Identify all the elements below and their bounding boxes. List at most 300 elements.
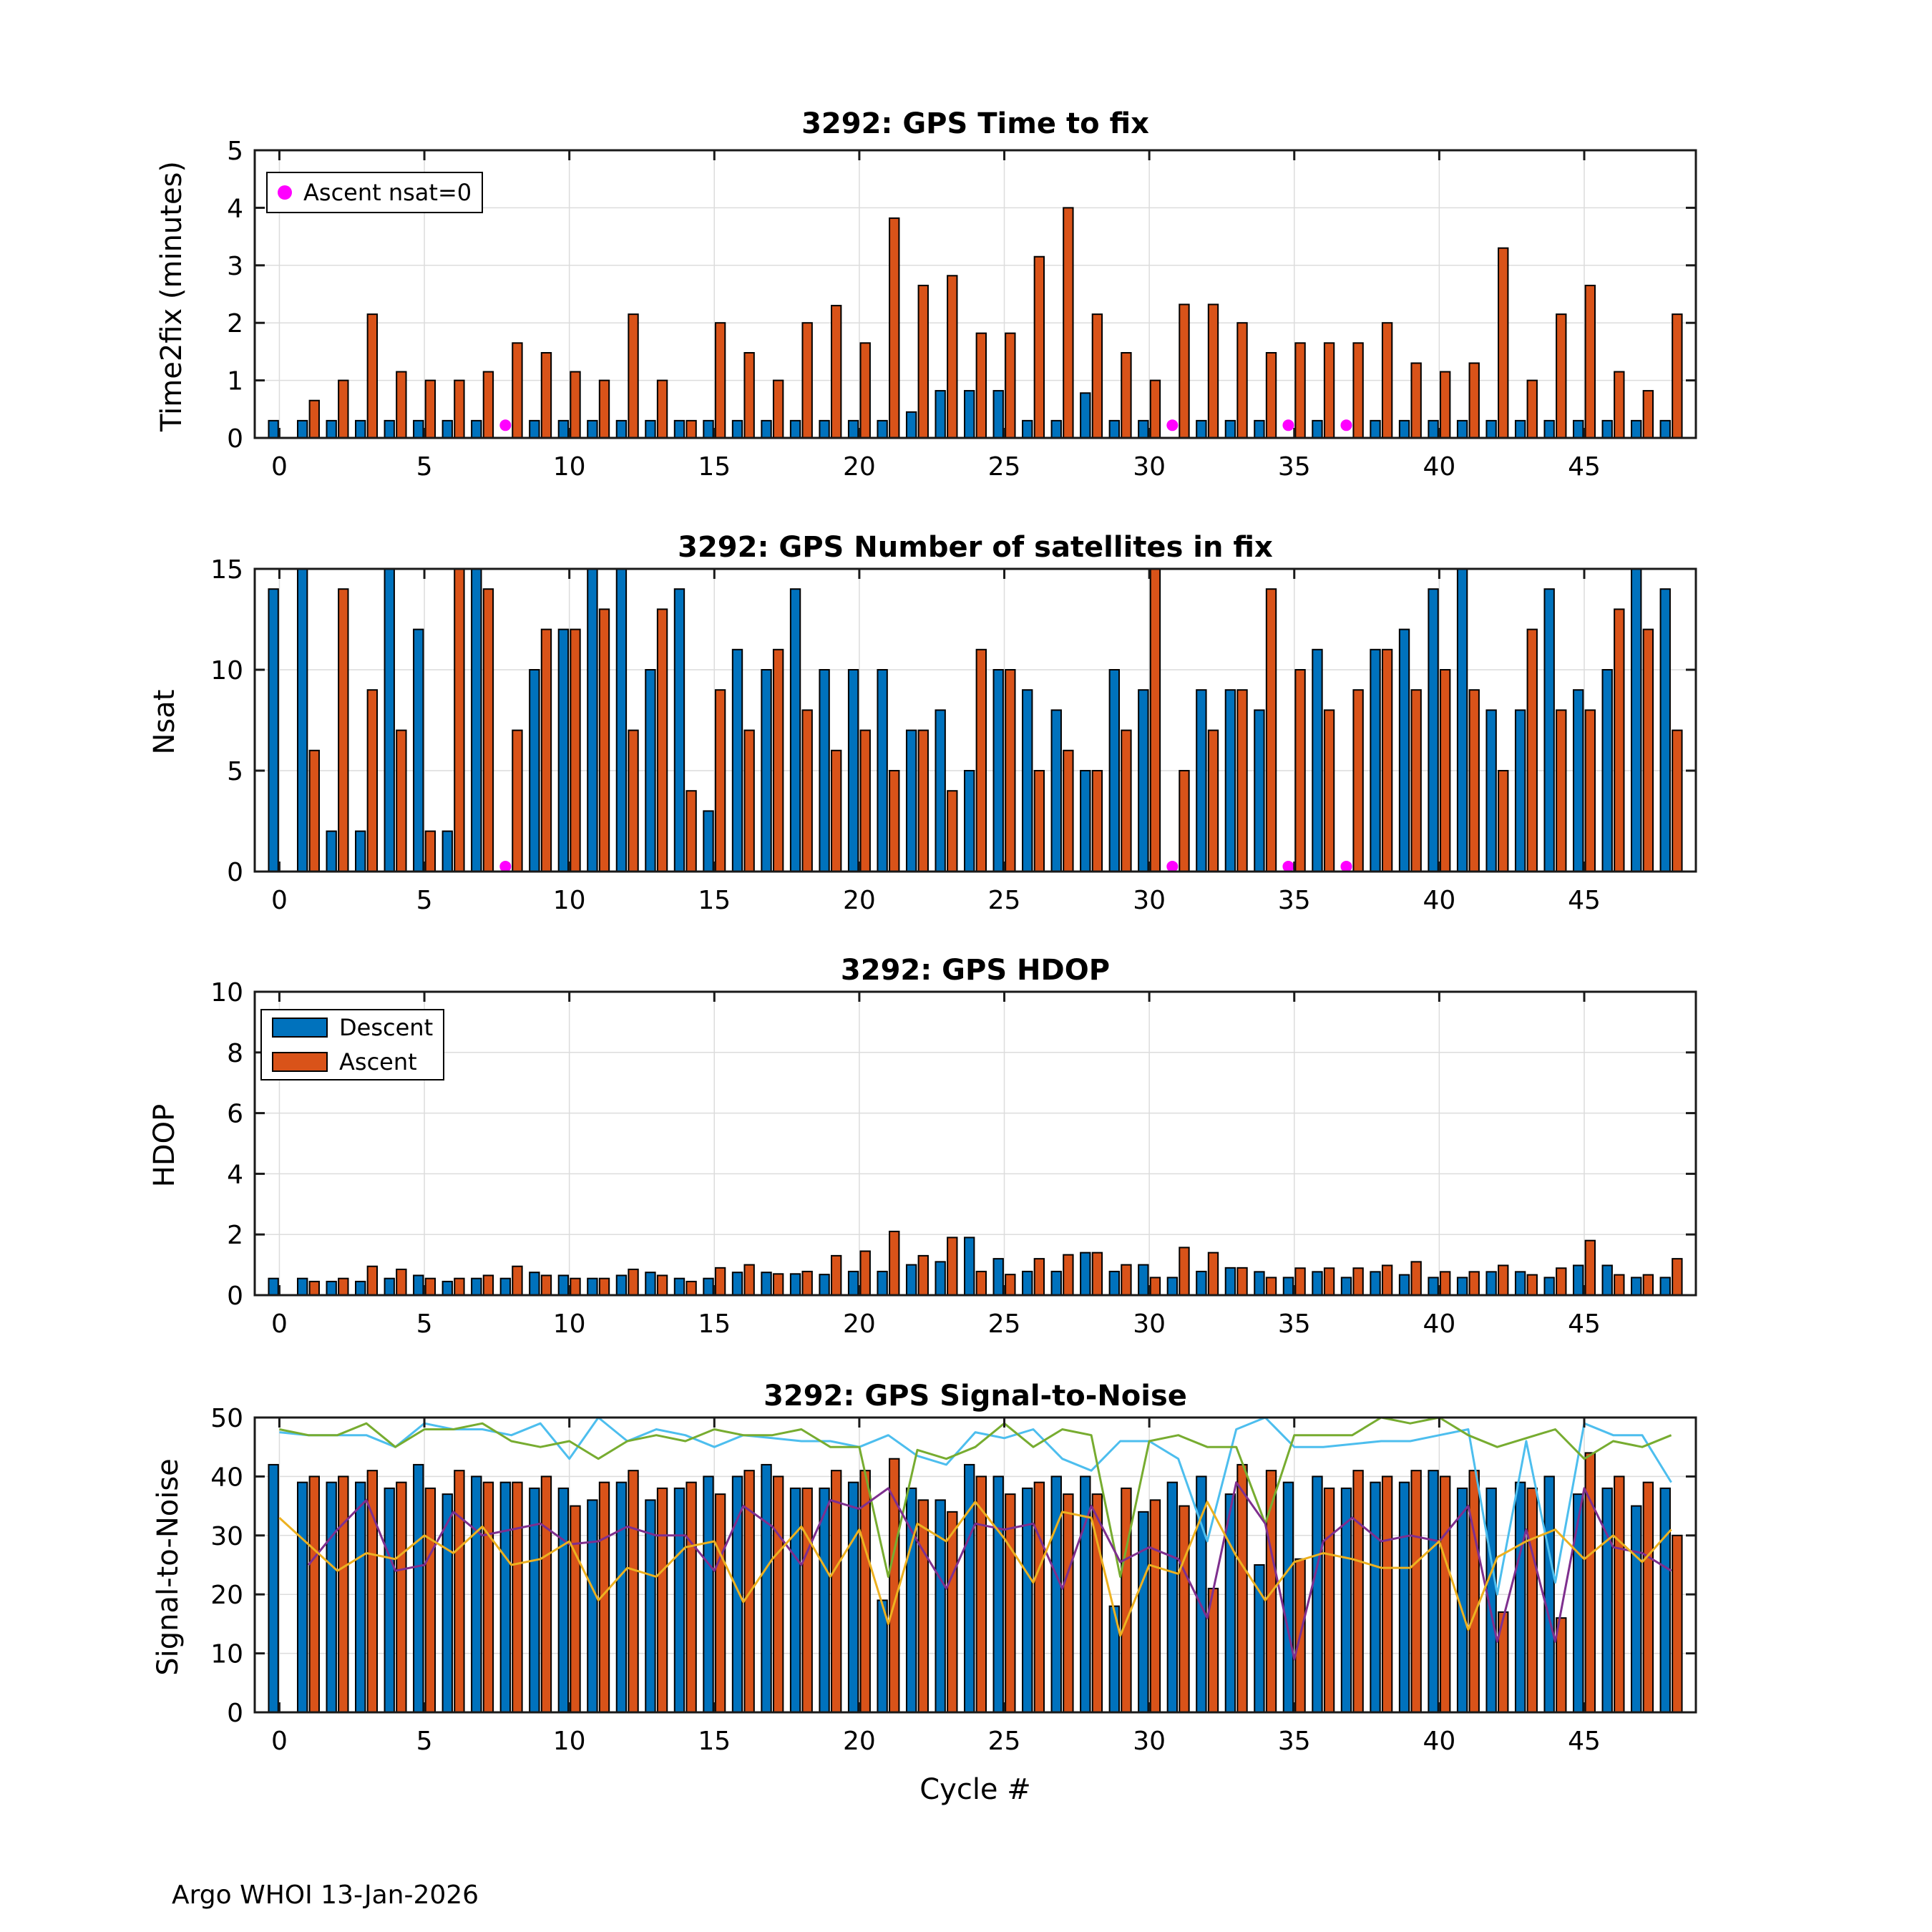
bar-descent-cycle-18: [791, 421, 800, 438]
plot1-title: 3292: GPS Time to fix: [801, 107, 1149, 140]
bar-descent-cycle-47: [1631, 1277, 1641, 1295]
bar-descent-cycle-41: [1458, 1277, 1467, 1295]
bar-ascent-cycle-17: [774, 650, 783, 872]
bar-descent-cycle-48: [1661, 1488, 1670, 1712]
bar-descent-cycle-27: [1052, 1476, 1061, 1712]
y-tick-label: 40: [210, 1463, 243, 1493]
bar-ascent-cycle-5: [426, 1279, 435, 1295]
bar-ascent-cycle-27: [1063, 1255, 1073, 1295]
bar-descent-cycle-11: [587, 421, 597, 438]
bar-ascent-cycle-5: [426, 1488, 435, 1712]
bar-ascent-cycle-16: [744, 1265, 753, 1295]
bar-descent-cycle-44: [1544, 1277, 1553, 1295]
y-tick-label: 0: [227, 424, 243, 454]
bar-descent-cycle-46: [1603, 1265, 1612, 1295]
x-tick-label: 30: [1133, 1309, 1166, 1339]
legend-label-descent: Descent: [339, 1014, 434, 1041]
bar-descent-cycle-4: [385, 1488, 394, 1712]
bar-ascent-cycle-4: [396, 1269, 406, 1295]
bar-descent-cycle-27: [1052, 421, 1061, 438]
bar-descent-cycle-23: [935, 391, 945, 438]
bar-ascent-cycle-9: [542, 1476, 551, 1712]
bar-ascent-cycle-46: [1614, 609, 1624, 872]
bar-descent-cycle-45: [1574, 690, 1583, 872]
x-tick-label: 40: [1423, 1309, 1456, 1339]
plot3-legend: [260, 1009, 444, 1080]
bar-descent-cycle-42: [1486, 1272, 1496, 1295]
y-tick-label: 6: [227, 1099, 243, 1129]
bar-descent-cycle-19: [819, 1274, 829, 1295]
x-tick-label: 25: [987, 452, 1021, 482]
bar-descent-cycle-22: [907, 731, 916, 872]
bar-descent-cycle-22: [907, 412, 916, 438]
bar-descent-cycle-14: [675, 421, 684, 438]
bar-descent-cycle-21: [877, 1272, 887, 1295]
bar-ascent-cycle-35: [1295, 1268, 1304, 1295]
bar-ascent-cycle-12: [628, 1269, 638, 1295]
x-tick-label: 10: [552, 452, 586, 482]
legend-item-ascent-nsat0: [278, 179, 472, 206]
bar-ascent-cycle-14: [686, 1282, 696, 1295]
bar-ascent-cycle-46: [1614, 1476, 1624, 1712]
bar-ascent-cycle-48: [1672, 314, 1682, 438]
x-tick-label: 40: [1423, 452, 1456, 482]
bar-descent-cycle-21: [877, 421, 887, 438]
bar-descent-cycle-38: [1370, 1272, 1380, 1295]
bar-descent-cycle-0: [268, 589, 278, 872]
bar-descent-cycle-25: [994, 670, 1003, 872]
bar-descent-cycle-0: [268, 1465, 278, 1712]
bar-descent-cycle-39: [1400, 1483, 1409, 1712]
bar-descent-cycle-30: [1138, 690, 1148, 872]
bar-ascent-cycle-4: [396, 731, 406, 872]
bar-descent-cycle-46: [1603, 670, 1612, 872]
bar-ascent-cycle-14: [686, 421, 696, 438]
bar-ascent-cycle-41: [1470, 1470, 1479, 1712]
bar-ascent-cycle-20: [861, 731, 870, 872]
bar-ascent-cycle-21: [889, 218, 899, 438]
bar-ascent-cycle-10: [570, 372, 580, 438]
bar-ascent-cycle-46: [1614, 1275, 1624, 1295]
bar-descent-cycle-7: [472, 569, 481, 872]
bar-descent-cycle-34: [1254, 710, 1264, 872]
bar-descent-cycle-48: [1661, 589, 1670, 872]
ascent-swatch-icon: [272, 1052, 328, 1072]
bar-descent-cycle-10: [559, 1275, 568, 1295]
y-tick-label: 10: [210, 978, 243, 1008]
bar-descent-cycle-30: [1138, 1265, 1148, 1295]
bar-ascent-cycle-34: [1267, 589, 1276, 872]
bar-descent-cycle-8: [501, 1279, 510, 1295]
bar-descent-cycle-24: [965, 1237, 974, 1295]
bar-ascent-cycle-7: [484, 1275, 493, 1295]
bar-descent-cycle-23: [935, 710, 945, 872]
bar-descent-cycle-11: [587, 569, 597, 872]
bar-descent-cycle-3: [356, 421, 365, 438]
y-tick-label: 0: [227, 1282, 243, 1311]
bar-descent-cycle-6: [443, 1282, 452, 1295]
bar-ascent-cycle-4: [396, 372, 406, 438]
bar-descent-cycle-5: [414, 1275, 423, 1295]
bar-ascent-cycle-23: [947, 791, 957, 872]
y-tick-label: 10: [210, 656, 243, 686]
x-tick-label: 40: [1423, 1727, 1456, 1756]
bar-ascent-cycle-47: [1644, 1483, 1653, 1712]
bar-descent-cycle-1: [298, 421, 307, 438]
bar-ascent-cycle-42: [1498, 1265, 1508, 1295]
bar-ascent-cycle-6: [454, 381, 464, 438]
bar-descent-cycle-4: [385, 569, 394, 872]
y-tick-label: 2: [227, 1221, 243, 1251]
bar-ascent-cycle-8: [512, 731, 522, 872]
bar-descent-cycle-23: [935, 1262, 945, 1295]
bar-descent-cycle-15: [703, 1279, 713, 1295]
y-tick-label: 5: [227, 757, 243, 786]
bar-ascent-cycle-10: [570, 630, 580, 872]
bar-descent-cycle-22: [907, 1488, 916, 1712]
bar-descent-cycle-12: [617, 1275, 626, 1295]
bar-ascent-cycle-33: [1237, 323, 1246, 438]
bar-descent-cycle-0: [268, 1279, 278, 1295]
bar-descent-cycle-10: [559, 630, 568, 872]
bar-ascent-cycle-43: [1528, 630, 1537, 872]
bar-ascent-cycle-3: [368, 314, 377, 438]
y-tick-label: 1: [227, 366, 243, 396]
x-tick-label: 35: [1277, 1309, 1311, 1339]
bar-ascent-cycle-42: [1498, 1612, 1508, 1712]
bar-ascent-cycle-27: [1063, 1494, 1073, 1712]
bar-ascent-cycle-21: [889, 1231, 899, 1295]
bar-descent-cycle-11: [587, 1500, 597, 1712]
bar-descent-cycle-42: [1486, 710, 1496, 872]
bar-descent-cycle-5: [414, 630, 423, 872]
y-tick-label: 4: [227, 194, 243, 224]
bar-ascent-cycle-2: [338, 381, 348, 438]
x-tick-label: 35: [1277, 1727, 1311, 1756]
bar-ascent-cycle-31: [1179, 771, 1189, 872]
bar-ascent-cycle-39: [1411, 363, 1420, 438]
bar-descent-cycle-4: [385, 1279, 394, 1295]
bar-descent-cycle-13: [645, 421, 655, 438]
bar-ascent-cycle-30: [1151, 1500, 1160, 1712]
bar-ascent-cycle-1: [310, 1476, 319, 1712]
bar-ascent-cycle-33: [1237, 690, 1246, 872]
bar-ascent-cycle-20: [861, 343, 870, 438]
bar-descent-cycle-17: [761, 421, 771, 438]
nsat0-marker-cycle-37: [1340, 419, 1352, 431]
bar-ascent-cycle-6: [454, 569, 464, 872]
bar-ascent-cycle-36: [1324, 710, 1334, 872]
bar-descent-cycle-5: [414, 1465, 423, 1712]
bar-descent-cycle-47: [1631, 569, 1641, 872]
bar-descent-cycle-48: [1661, 421, 1670, 438]
bar-ascent-cycle-47: [1644, 391, 1653, 438]
bar-ascent-cycle-39: [1411, 1262, 1420, 1295]
bar-descent-cycle-0: [268, 421, 278, 438]
plot4-title: 3292: GPS Signal-to-Noise: [763, 1380, 1187, 1413]
bar-descent-cycle-43: [1516, 421, 1525, 438]
bar-descent-cycle-1: [298, 1279, 307, 1295]
bar-ascent-cycle-15: [716, 323, 725, 438]
bar-ascent-cycle-1: [310, 751, 319, 872]
bar-ascent-cycle-23: [947, 275, 957, 438]
bar-ascent-cycle-30: [1151, 1277, 1160, 1295]
bar-ascent-cycle-34: [1267, 353, 1276, 438]
bar-descent-cycle-26: [1023, 1488, 1032, 1712]
y-tick-label: 30: [210, 1521, 243, 1551]
bar-descent-cycle-3: [356, 831, 365, 872]
bar-ascent-cycle-26: [1035, 771, 1044, 872]
bar-descent-cycle-41: [1458, 421, 1467, 438]
bar-ascent-cycle-19: [831, 1256, 841, 1295]
bar-ascent-cycle-3: [368, 1267, 377, 1295]
bar-descent-cycle-44: [1544, 1476, 1553, 1712]
bar-descent-cycle-20: [849, 1272, 858, 1295]
bar-descent-cycle-29: [1110, 670, 1119, 872]
bar-ascent-cycle-38: [1382, 323, 1392, 438]
x-tick-label: 5: [416, 452, 433, 482]
bar-ascent-cycle-26: [1035, 1483, 1044, 1712]
bar-descent-cycle-25: [994, 1476, 1003, 1712]
bar-descent-cycle-33: [1226, 690, 1235, 872]
plot2-ylabel: Nsat: [148, 689, 181, 755]
y-tick-label: 0: [227, 858, 243, 887]
bar-ascent-cycle-29: [1121, 1488, 1131, 1712]
bar-ascent-cycle-11: [600, 609, 609, 872]
bar-descent-cycle-32: [1196, 421, 1206, 438]
bar-ascent-cycle-3: [368, 690, 377, 872]
bar-ascent-cycle-28: [1093, 1253, 1102, 1295]
figure-footer: Argo WHOI 13-Jan-2026: [172, 1880, 479, 1910]
bar-descent-cycle-40: [1428, 1470, 1438, 1712]
bar-ascent-cycle-41: [1470, 690, 1479, 872]
bar-ascent-cycle-41: [1470, 363, 1479, 438]
bar-descent-cycle-30: [1138, 1512, 1148, 1712]
bar-ascent-cycle-30: [1151, 569, 1160, 872]
bar-descent-cycle-43: [1516, 710, 1525, 872]
bar-ascent-cycle-15: [716, 690, 725, 872]
bar-descent-cycle-17: [761, 1465, 771, 1712]
bar-descent-cycle-28: [1080, 393, 1090, 438]
bar-descent-cycle-1: [298, 569, 307, 872]
bar-descent-cycle-3: [356, 1282, 365, 1295]
bar-descent-cycle-16: [733, 1272, 742, 1295]
bar-ascent-cycle-48: [1672, 1536, 1682, 1712]
y-tick-label: 50: [210, 1404, 243, 1433]
bar-descent-cycle-46: [1603, 1488, 1612, 1712]
x-tick-label: 25: [987, 1727, 1021, 1756]
bar-descent-cycle-9: [530, 670, 539, 872]
bar-descent-cycle-44: [1544, 589, 1553, 872]
x-tick-label: 15: [698, 452, 731, 482]
bar-descent-cycle-30: [1138, 421, 1148, 438]
bar-ascent-cycle-22: [919, 1256, 928, 1295]
bar-ascent-cycle-7: [484, 372, 493, 438]
bar-descent-cycle-17: [761, 670, 771, 872]
bar-ascent-cycle-46: [1614, 372, 1624, 438]
bar-ascent-cycle-9: [542, 353, 551, 438]
bar-ascent-cycle-17: [774, 1476, 783, 1712]
bar-descent-cycle-33: [1226, 1268, 1235, 1295]
bar-descent-cycle-7: [472, 1476, 481, 1712]
bar-descent-cycle-20: [849, 1483, 858, 1712]
bar-descent-cycle-46: [1603, 421, 1612, 438]
bar-ascent-cycle-11: [600, 1279, 609, 1295]
bar-ascent-cycle-28: [1093, 771, 1102, 872]
bar-ascent-cycle-40: [1440, 1272, 1450, 1295]
x-axis-label: Cycle #: [919, 1773, 1031, 1806]
bar-ascent-cycle-12: [628, 314, 638, 438]
bar-descent-cycle-3: [356, 1483, 365, 1712]
bar-descent-cycle-11: [587, 1279, 597, 1295]
y-tick-label: 2: [227, 309, 243, 339]
bar-ascent-cycle-8: [512, 1483, 522, 1712]
bar-ascent-cycle-26: [1035, 1259, 1044, 1295]
bar-descent-cycle-8: [501, 1483, 510, 1712]
bar-ascent-cycle-5: [426, 381, 435, 438]
x-tick-label: 5: [416, 886, 433, 915]
bar-ascent-cycle-6: [454, 1470, 464, 1712]
nsat0-marker-cycle-35: [1282, 419, 1294, 431]
bar-descent-cycle-9: [530, 421, 539, 438]
bar-ascent-cycle-12: [628, 1470, 638, 1712]
bar-descent-cycle-4: [385, 421, 394, 438]
bar-ascent-cycle-45: [1586, 286, 1595, 438]
bar-descent-cycle-12: [617, 421, 626, 438]
y-tick-label: 8: [227, 1038, 243, 1068]
y-tick-label: 3: [227, 251, 243, 281]
bar-ascent-cycle-31: [1179, 1506, 1189, 1712]
bar-descent-cycle-32: [1196, 1272, 1206, 1295]
bar-ascent-cycle-38: [1382, 1265, 1392, 1295]
plot1-legend: [266, 172, 483, 213]
x-tick-label: 35: [1277, 886, 1311, 915]
x-tick-label: 10: [552, 1309, 586, 1339]
bar-descent-cycle-10: [559, 421, 568, 438]
y-tick-label: 10: [210, 1639, 243, 1669]
bar-descent-cycle-12: [617, 569, 626, 872]
bar-ascent-cycle-33: [1237, 1465, 1246, 1712]
plot3-title: 3292: GPS HDOP: [840, 954, 1111, 987]
y-tick-label: 5: [227, 137, 243, 166]
bar-descent-cycle-34: [1254, 1272, 1264, 1295]
bar-ascent-cycle-5: [426, 831, 435, 872]
x-tick-label: 20: [843, 452, 876, 482]
bar-descent-cycle-23: [935, 1500, 945, 1712]
bar-ascent-cycle-12: [628, 731, 638, 872]
bar-ascent-cycle-25: [1005, 333, 1015, 438]
bar-ascent-cycle-32: [1209, 304, 1218, 438]
x-tick-label: 30: [1133, 452, 1166, 482]
bar-ascent-cycle-43: [1528, 381, 1537, 438]
bar-descent-cycle-25: [994, 391, 1003, 438]
bar-descent-cycle-2: [326, 1282, 336, 1295]
x-tick-label: 20: [843, 1309, 876, 1339]
bar-descent-cycle-7: [472, 1279, 481, 1295]
bar-ascent-cycle-19: [831, 1470, 841, 1712]
bar-descent-cycle-39: [1400, 421, 1409, 438]
x-tick-label: 45: [1568, 452, 1601, 482]
bar-ascent-cycle-24: [977, 333, 986, 438]
x-tick-label: 20: [843, 1727, 876, 1756]
x-tick-label: 25: [987, 1309, 1021, 1339]
bar-descent-cycle-31: [1168, 1483, 1177, 1712]
plot4-ylabel: Signal-to-Noise: [152, 1458, 185, 1676]
bar-descent-cycle-38: [1370, 1483, 1380, 1712]
bar-ascent-cycle-18: [802, 1488, 811, 1712]
bar-ascent-cycle-10: [570, 1506, 580, 1712]
x-tick-label: 0: [270, 1309, 288, 1339]
x-tick-label: 15: [698, 886, 731, 915]
bar-descent-cycle-29: [1110, 421, 1119, 438]
bar-ascent-cycle-31: [1179, 304, 1189, 438]
bar-ascent-cycle-25: [1005, 1274, 1015, 1295]
descent-swatch-icon: [272, 1018, 328, 1038]
bar-ascent-cycle-7: [484, 1483, 493, 1712]
bar-ascent-cycle-2: [338, 589, 348, 872]
bar-ascent-cycle-22: [919, 1500, 928, 1712]
bar-ascent-cycle-40: [1440, 1476, 1450, 1712]
magenta-dot-icon: [278, 185, 292, 200]
bar-ascent-cycle-48: [1672, 731, 1682, 872]
bar-ascent-cycle-9: [542, 1275, 551, 1295]
bar-descent-cycle-41: [1458, 569, 1467, 872]
bar-descent-cycle-28: [1080, 1253, 1090, 1295]
bar-ascent-cycle-15: [716, 1268, 725, 1295]
bar-descent-cycle-43: [1516, 1483, 1525, 1712]
x-tick-label: 0: [270, 886, 288, 915]
bar-descent-cycle-5: [414, 421, 423, 438]
x-tick-label: 0: [270, 1727, 288, 1756]
legend-label-ascent: Ascent: [339, 1048, 417, 1075]
x-tick-label: 0: [270, 452, 288, 482]
bar-descent-cycle-10: [559, 1488, 568, 1712]
bar-descent-cycle-15: [703, 811, 713, 872]
bar-ascent-cycle-17: [774, 381, 783, 438]
x-tick-label: 5: [416, 1727, 433, 1756]
bar-ascent-cycle-13: [658, 381, 667, 438]
bar-descent-cycle-18: [791, 1488, 800, 1712]
bar-descent-cycle-39: [1400, 630, 1409, 872]
x-tick-label: 45: [1568, 886, 1601, 915]
bar-ascent-cycle-36: [1324, 343, 1334, 438]
bar-ascent-cycle-14: [686, 791, 696, 872]
bar-ascent-cycle-42: [1498, 771, 1508, 872]
x-tick-label: 5: [416, 1309, 433, 1339]
bar-descent-cycle-40: [1428, 421, 1438, 438]
bar-ascent-cycle-10: [570, 1279, 580, 1295]
bar-descent-cycle-43: [1516, 1272, 1525, 1295]
bar-ascent-cycle-18: [802, 1272, 811, 1295]
bar-ascent-cycle-44: [1556, 314, 1566, 438]
bar-ascent-cycle-32: [1209, 1253, 1218, 1295]
bar-ascent-cycle-34: [1267, 1277, 1276, 1295]
bar-ascent-cycle-11: [600, 381, 609, 438]
bar-ascent-cycle-45: [1586, 710, 1595, 872]
bar-ascent-cycle-43: [1528, 1275, 1537, 1295]
bar-ascent-cycle-26: [1035, 257, 1044, 438]
bar-ascent-cycle-40: [1440, 670, 1450, 872]
bar-descent-cycle-17: [761, 1272, 771, 1295]
bar-ascent-cycle-25: [1005, 670, 1015, 872]
nsat0-marker-cycle-31: [1166, 419, 1178, 431]
bar-descent-cycle-16: [733, 421, 742, 438]
bar-descent-cycle-29: [1110, 1272, 1119, 1295]
bar-ascent-cycle-27: [1063, 751, 1073, 872]
bar-ascent-cycle-29: [1121, 353, 1131, 438]
bar-descent-cycle-36: [1312, 650, 1322, 872]
bar-ascent-cycle-8: [512, 343, 522, 438]
